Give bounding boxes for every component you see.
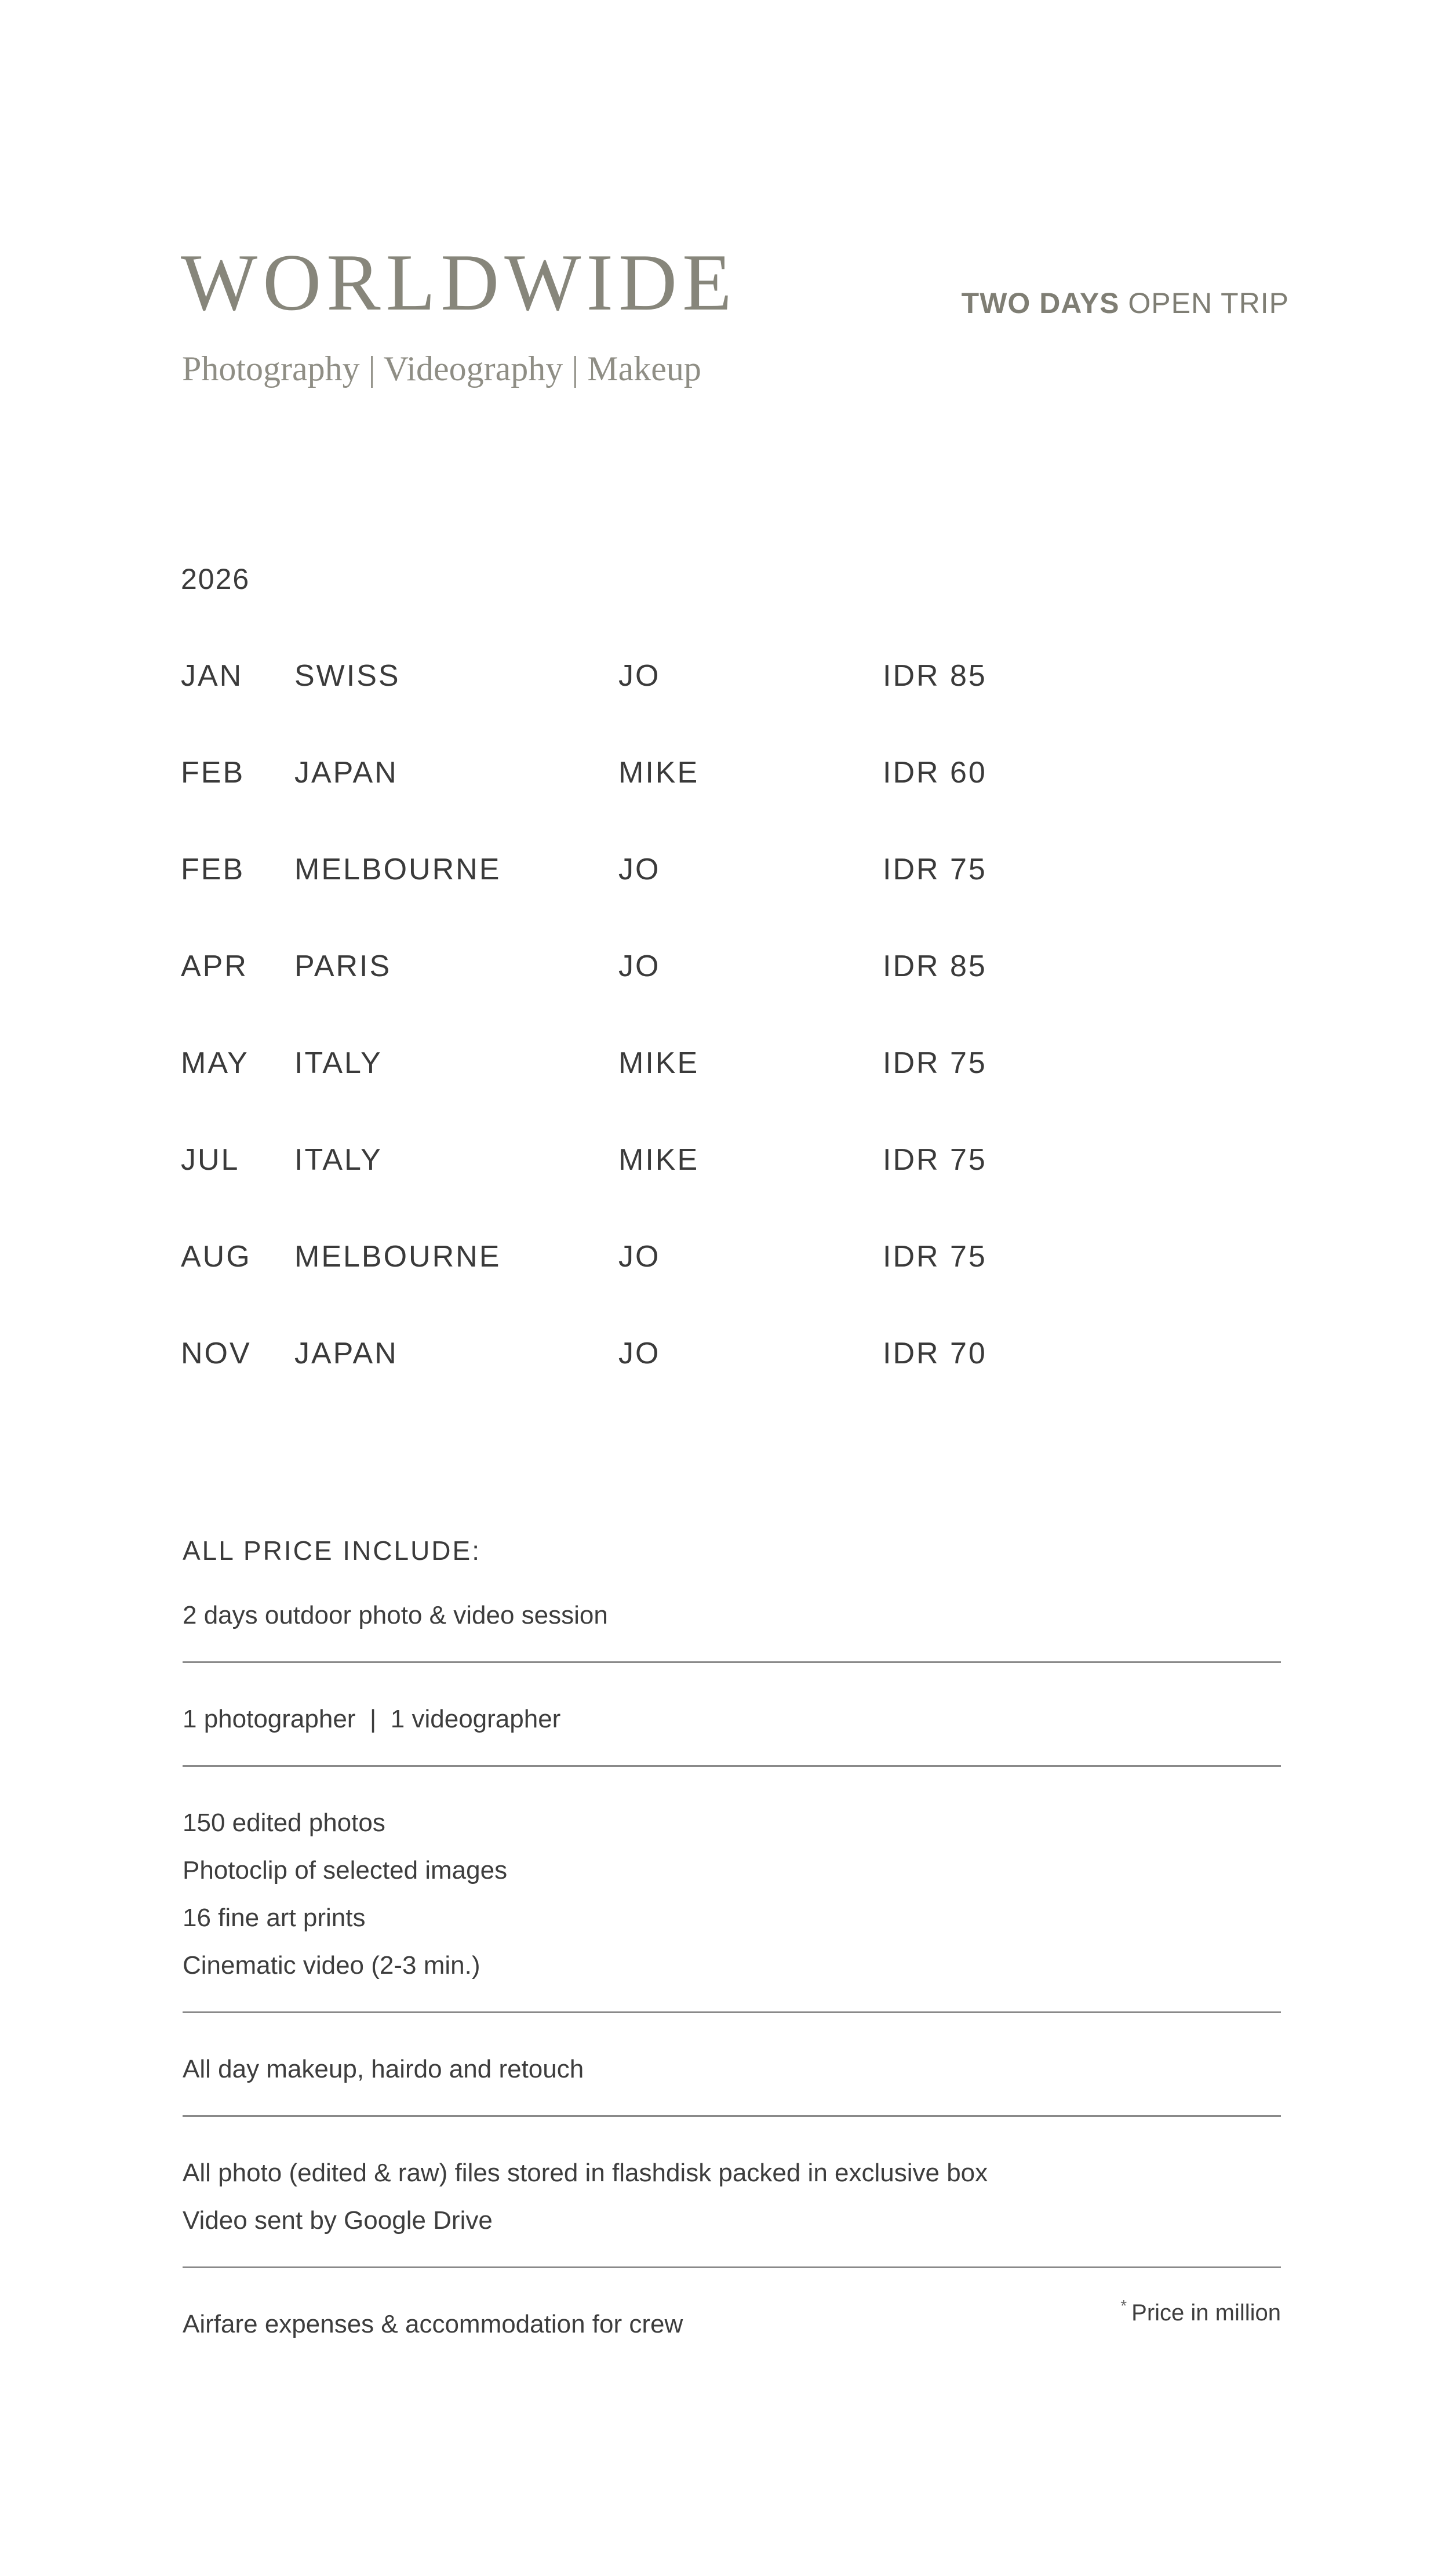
row-destination: PARIS — [294, 949, 392, 983]
price-footnote — [1120, 2297, 1281, 2326]
row-destination: SWISS — [294, 659, 401, 693]
row-month: MAY — [181, 1046, 249, 1080]
include-group — [183, 2046, 1281, 2117]
schedule-row — [181, 1338, 1050, 1435]
row-price: IDR 85 — [883, 659, 987, 693]
row-price: IDR 75 — [883, 1046, 987, 1080]
row-destination: ITALY — [294, 1046, 383, 1080]
row-destination: JAPAN — [294, 1337, 398, 1370]
brand-title: WORLDWIDE — [181, 238, 737, 328]
row-host: MIKE — [618, 1046, 700, 1080]
include-group — [183, 2149, 1281, 2268]
row-host: JO — [618, 949, 661, 983]
row-destination: ITALY — [294, 1143, 383, 1177]
row-host: MIKE — [618, 1143, 700, 1177]
row-price: IDR 85 — [883, 949, 987, 983]
schedule-row — [181, 661, 1050, 758]
include-item: Photoclip of selected images — [183, 1856, 508, 1884]
row-month: NOV — [181, 1337, 252, 1370]
include-group — [183, 1799, 1281, 2013]
schedule-table — [181, 661, 1050, 1435]
row-host: JO — [618, 1337, 661, 1370]
row-host: JO — [618, 1240, 661, 1274]
row-host: JO — [618, 853, 661, 886]
row-month: JAN — [181, 659, 243, 693]
row-price: IDR 60 — [883, 756, 987, 789]
includes-title: ALL PRICE INCLUDE: — [183, 1536, 481, 1566]
trip-duration: TWO DAYS — [961, 287, 1120, 319]
include-item: 16 fine art prints — [183, 1904, 366, 1932]
row-host: JO — [618, 659, 661, 693]
row-destination: MELBOURNE — [294, 1240, 501, 1274]
include-group — [183, 1592, 1281, 1663]
include-item: All photo (edited & raw) files stored in flashdisk packed in exclusive box — [183, 2159, 988, 2187]
include-item: Airfare expenses & accommodation for crew — [183, 2310, 683, 2338]
schedule-row — [181, 1048, 1050, 1145]
schedule-row — [181, 1145, 1050, 1242]
schedule-row — [181, 951, 1050, 1048]
includes-section — [183, 1537, 1281, 2370]
row-price: IDR 70 — [883, 1337, 987, 1370]
trip-type-label — [962, 289, 1289, 318]
row-month: FEB — [181, 756, 245, 789]
row-price: IDR 75 — [883, 853, 987, 886]
include-group — [183, 2301, 1281, 2370]
row-price: IDR 75 — [883, 1143, 987, 1177]
include-item: Video sent by Google Drive — [183, 2206, 493, 2235]
include-item: All day makeup, hairdo and retouch — [183, 2055, 584, 2083]
schedule-row — [181, 1242, 1050, 1338]
row-price: IDR 75 — [883, 1240, 987, 1274]
include-item: 150 edited photos — [183, 1809, 385, 1837]
row-destination: MELBOURNE — [294, 853, 501, 886]
row-month: FEB — [181, 853, 245, 886]
row-destination: JAPAN — [294, 756, 398, 789]
include-group — [183, 1695, 1281, 1767]
footnote-asterisk: * — [1120, 2297, 1127, 2315]
schedule-row — [181, 854, 1050, 951]
include-item: Cinematic video (2-3 min.) — [183, 1951, 480, 1980]
schedule-year: 2026 — [181, 563, 250, 595]
include-item: 2 days outdoor photo & video session — [183, 1601, 608, 1629]
include-item: 1 photographer | 1 videographer — [183, 1705, 561, 1733]
row-month: APR — [181, 949, 248, 983]
brand-subtitle: Photography | Videography | Makeup — [182, 350, 701, 388]
footnote-text: Price in million — [1131, 2300, 1281, 2326]
trip-type: OPEN TRIP — [1119, 287, 1289, 319]
row-host: MIKE — [618, 756, 700, 789]
row-month: JUL — [181, 1143, 240, 1177]
schedule-row — [181, 758, 1050, 854]
row-month: AUG — [181, 1240, 252, 1274]
